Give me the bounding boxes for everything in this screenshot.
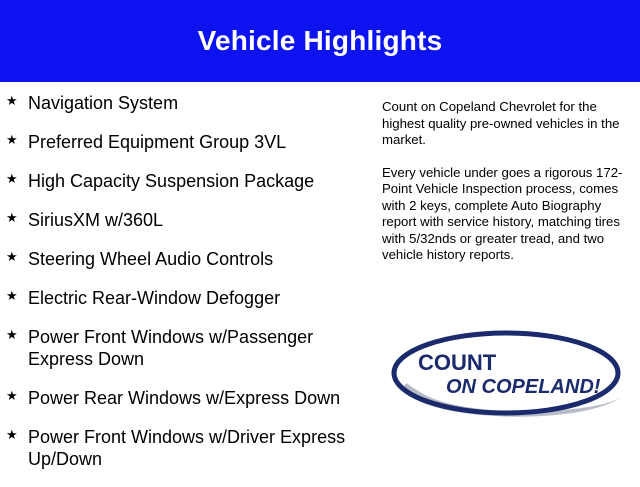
feature-label: Navigation System: [28, 93, 179, 113]
feature-label: High Capacity Suspension Package: [28, 171, 315, 191]
star-icon: ★: [6, 93, 18, 108]
logo-text-line1: COUNT: [418, 350, 497, 375]
feature-label: Preferred Equipment Group 3VL: [28, 132, 287, 152]
star-icon: ★: [6, 388, 18, 403]
star-icon: ★: [6, 249, 18, 264]
feature-item: [6, 248, 366, 270]
feature-item: [6, 387, 366, 409]
feature-item: [6, 326, 366, 370]
feature-label: Steering Wheel Audio Controls: [28, 249, 274, 269]
star-icon: ★: [6, 132, 18, 147]
star-icon: ★: [6, 327, 18, 342]
feature-label: Power Rear Windows w/Express Down: [28, 388, 341, 408]
feature-label: SiriusXM w/360L: [28, 210, 164, 230]
feature-label: Electric Rear-Window Defogger: [28, 288, 281, 308]
feature-label: Power Front Windows w/Driver Express Up/Down: [28, 427, 346, 469]
page-header: [0, 0, 640, 82]
star-icon: ★: [6, 171, 18, 186]
blurb-paragraph: Count on Copeland Chevrolet for the highest quality pre-owned vehicles in the market.: [382, 99, 620, 147]
page-title: Vehicle Highlights: [197, 25, 443, 56]
feature-item: [6, 170, 366, 192]
feature-item: [6, 287, 366, 309]
feature-item: [6, 92, 366, 114]
count-on-copeland-logo: [388, 325, 628, 425]
feature-list: [6, 92, 366, 487]
star-icon: ★: [6, 210, 18, 225]
blurb-paragraph: Every vehicle under goes a rigorous 172-Point Vehicle Inspection process, comes with 2 keys, complete Auto Biography report with service history, matching tires with 5/32nds or greater tread, and two vehicle history reports.: [382, 164, 623, 262]
feature-item: [6, 209, 366, 231]
feature-item: [6, 426, 366, 470]
logo-text-line2: ON COPELAND!: [446, 376, 601, 398]
star-icon: ★: [6, 427, 18, 442]
star-icon: ★: [6, 288, 18, 303]
dealer-blurb: [382, 99, 632, 280]
feature-label: Power Front Windows w/Passenger Express Down: [28, 327, 314, 369]
feature-item: [6, 131, 366, 153]
